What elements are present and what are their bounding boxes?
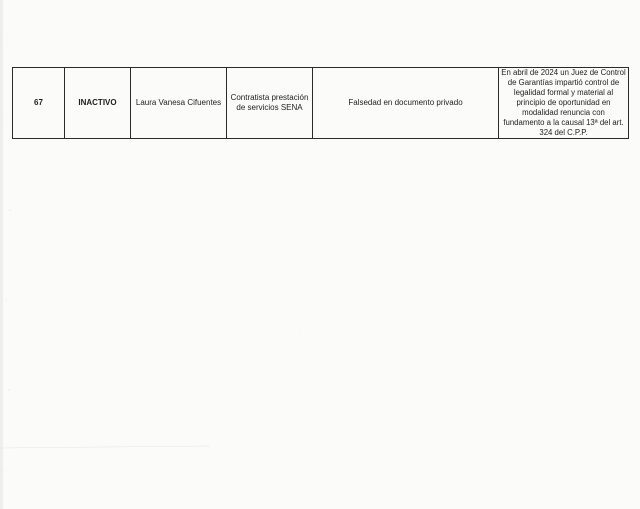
- role-cell: Contratista prestación de servicios SENA: [227, 68, 313, 139]
- notes-cell: En abril de 2024 un Juez de Control de Garantías impartió control de legalidad formal y material al principio de oportunidad en modalidad renuncia con fundamento a la causal 13ª del art. 324 del C.P.P.: [499, 68, 629, 139]
- table-row: [13, 68, 629, 139]
- status-cell: INACTIVO: [65, 68, 131, 139]
- record-number: 67: [13, 68, 65, 139]
- person-name-cell: Laura Vanesa Cifuentes: [131, 68, 227, 139]
- records-table: [12, 67, 629, 139]
- offense-cell: Falsedad en documento privado: [313, 68, 499, 139]
